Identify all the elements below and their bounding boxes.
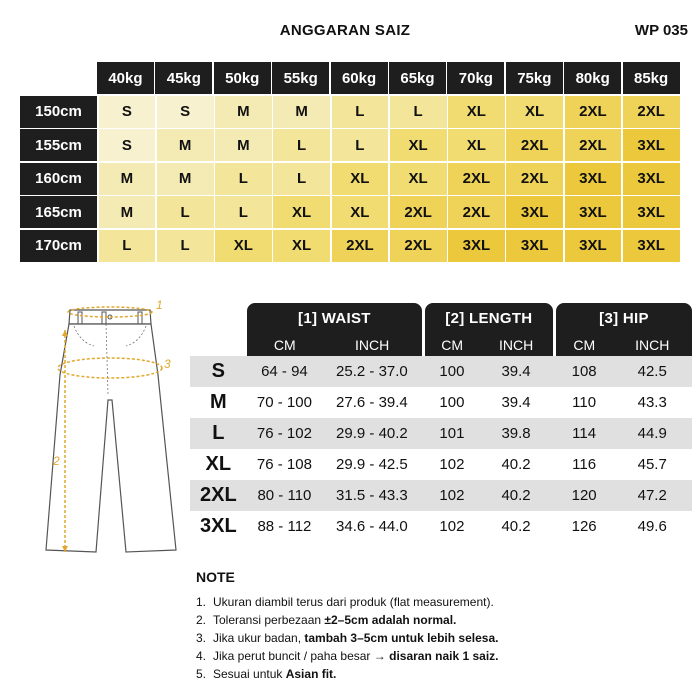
note-number: 2. bbox=[196, 613, 207, 627]
size-cell: XL bbox=[390, 129, 447, 161]
size-cell: XL bbox=[273, 196, 330, 228]
table-row bbox=[190, 387, 692, 418]
hip-in-cell: 43.3 bbox=[637, 394, 667, 411]
waist-cm-cell: 64 - 94 bbox=[261, 363, 308, 380]
notes-title: NOTE bbox=[196, 569, 235, 585]
table-row bbox=[190, 418, 692, 449]
size-cell: M bbox=[273, 96, 330, 128]
height-header: 155cm bbox=[20, 129, 97, 161]
size-cell: 2XL bbox=[332, 230, 389, 262]
sub-inch: INCH bbox=[479, 333, 553, 356]
size-cell: XL bbox=[390, 163, 447, 195]
grid-body bbox=[20, 96, 681, 262]
size-cell: L bbox=[273, 163, 330, 195]
waist-in-cell: 29.9 - 40.2 bbox=[336, 425, 408, 442]
size-cell: M bbox=[99, 163, 156, 195]
note-text-plain: Ukuran diambil terus dari produk (flat measurement). bbox=[213, 595, 494, 609]
size-cell: L bbox=[273, 129, 330, 161]
height-header: 150cm bbox=[20, 96, 97, 128]
table-row bbox=[190, 511, 692, 542]
size-cell: L bbox=[390, 96, 447, 128]
size-cell: 2XL bbox=[448, 163, 505, 195]
size-label: M bbox=[209, 391, 227, 413]
size-cell: 2XL bbox=[390, 230, 447, 262]
size-cell: L bbox=[332, 129, 389, 161]
product-code: WP 035 bbox=[634, 22, 688, 39]
waist-cm-cell: 80 - 110 bbox=[257, 487, 312, 504]
size-label: S bbox=[211, 360, 225, 382]
size-cell: S bbox=[99, 129, 156, 161]
size-cell: M bbox=[215, 96, 272, 128]
size-cell: XL bbox=[448, 129, 505, 161]
measurement-table bbox=[190, 303, 692, 542]
length-in-cell: 39.4 bbox=[501, 394, 531, 411]
label-3: 3 bbox=[164, 357, 171, 371]
size-cell: M bbox=[215, 129, 272, 161]
height-header: 170cm bbox=[20, 230, 97, 262]
measurement-group-header bbox=[247, 303, 692, 333]
size-cell: 2XL bbox=[565, 129, 622, 161]
weight-header: 65kg bbox=[389, 62, 446, 94]
note-item bbox=[196, 629, 676, 647]
hip-in-cell: 44.9 bbox=[637, 425, 667, 442]
measurement-subheader bbox=[247, 333, 692, 356]
jeans-illustration bbox=[18, 300, 178, 570]
size-cell: 2XL bbox=[506, 129, 563, 161]
note-text-bold: disaran naik 1 saiz. bbox=[389, 649, 499, 663]
note-number: 5. bbox=[196, 667, 207, 681]
weight-header: 70kg bbox=[447, 62, 504, 94]
note-item bbox=[196, 593, 676, 611]
waist-in-cell: 29.9 - 42.5 bbox=[336, 456, 408, 473]
note-text-plain: Toleransi perbezaan bbox=[213, 613, 325, 627]
length-in-cell: 40.2 bbox=[501, 487, 531, 504]
size-cell: XL bbox=[273, 230, 330, 262]
size-cell: 2XL bbox=[448, 196, 505, 228]
size-label: 2XL bbox=[199, 484, 237, 506]
sub-inch: INCH bbox=[613, 333, 692, 356]
waist-header: [1] WAIST bbox=[247, 303, 422, 333]
note-number: 4. bbox=[196, 649, 207, 663]
hip-in-cell: 42.5 bbox=[637, 363, 667, 380]
note-text-plain: Sesuai untuk bbox=[213, 667, 286, 681]
note-text-plain: Jika perut buncit / paha besar → bbox=[213, 649, 390, 663]
size-cell: M bbox=[157, 163, 214, 195]
size-cell: 3XL bbox=[565, 163, 622, 195]
waist-in-cell: 25.2 - 37.0 bbox=[336, 363, 408, 380]
size-cell: 3XL bbox=[623, 196, 680, 228]
note-text-bold: ±2–5cm adalah normal. bbox=[324, 613, 457, 627]
grid-row bbox=[20, 230, 681, 262]
note-item bbox=[196, 611, 676, 629]
grid-corner bbox=[20, 62, 97, 94]
size-cell: L bbox=[215, 163, 272, 195]
sub-cm: CM bbox=[425, 333, 480, 356]
weight-header: 60kg bbox=[331, 62, 388, 94]
label-2: 2 bbox=[53, 454, 60, 468]
waist-cm-cell: 76 - 108 bbox=[256, 456, 312, 473]
size-cell: XL bbox=[332, 163, 389, 195]
length-cm-cell: 102 bbox=[439, 518, 465, 535]
weight-header: 85kg bbox=[623, 62, 680, 94]
size-cell: 3XL bbox=[623, 163, 680, 195]
weight-header: 75kg bbox=[506, 62, 563, 94]
weight-header: 80kg bbox=[564, 62, 621, 94]
size-cell: 3XL bbox=[565, 196, 622, 228]
weight-header: 55kg bbox=[272, 62, 329, 94]
hip-cm-cell: 114 bbox=[572, 425, 597, 442]
hip-cm-cell: 110 bbox=[572, 394, 597, 411]
size-cell: XL bbox=[215, 230, 272, 262]
note-item bbox=[196, 647, 676, 665]
note-number: 3. bbox=[196, 631, 207, 645]
size-cell: S bbox=[157, 96, 214, 128]
weight-header: 40kg bbox=[97, 62, 154, 94]
length-in-cell: 39.8 bbox=[501, 425, 531, 442]
length-cm-cell: 100 bbox=[439, 394, 465, 411]
waist-in-cell: 34.6 - 44.0 bbox=[336, 518, 408, 535]
page-title: ANGGARAN SAIZ bbox=[279, 22, 411, 39]
grid-row bbox=[20, 196, 681, 228]
grid-row bbox=[20, 129, 681, 161]
length-in-cell: 40.2 bbox=[501, 518, 531, 535]
size-cell: 2XL bbox=[506, 163, 563, 195]
note-text bbox=[213, 629, 498, 647]
height-header: 160cm bbox=[20, 163, 97, 195]
height-header: 165cm bbox=[20, 196, 97, 228]
waist-in-cell: 27.6 - 39.4 bbox=[336, 394, 408, 411]
hip-in-cell: 49.6 bbox=[637, 518, 667, 535]
note-text-bold: Asian fit. bbox=[285, 667, 337, 681]
size-label: XL bbox=[205, 453, 232, 475]
note-text bbox=[213, 647, 499, 665]
waist-in-cell: 31.5 - 43.3 bbox=[336, 487, 408, 504]
grid-header-row bbox=[20, 62, 681, 94]
size-cell: XL bbox=[506, 96, 563, 128]
note-item bbox=[196, 665, 676, 683]
size-label: L bbox=[212, 422, 225, 444]
notes-list bbox=[196, 593, 676, 683]
note-text bbox=[213, 665, 336, 683]
hip-cm-cell: 126 bbox=[571, 518, 597, 535]
waist-cm-cell: 88 - 112 bbox=[257, 518, 312, 535]
length-header: [2] LENGTH bbox=[425, 303, 553, 333]
hip-cm-cell: 108 bbox=[571, 363, 597, 380]
hip-in-cell: 47.2 bbox=[637, 487, 667, 504]
table-row bbox=[190, 356, 692, 387]
size-cell: L bbox=[157, 196, 214, 228]
length-cm-cell: 102 bbox=[439, 456, 465, 473]
length-cm-cell: 102 bbox=[439, 487, 465, 504]
measurement-body bbox=[190, 356, 692, 542]
table-row bbox=[190, 449, 692, 480]
weight-header: 50kg bbox=[214, 62, 271, 94]
size-cell: 2XL bbox=[623, 96, 680, 128]
size-cell: XL bbox=[332, 196, 389, 228]
sub-cm: CM bbox=[247, 333, 322, 356]
hip-in-cell: 45.7 bbox=[637, 456, 667, 473]
note-text-bold: tambah 3–5cm untuk lebih selesa. bbox=[304, 631, 499, 645]
waist-cm-cell: 70 - 100 bbox=[256, 394, 312, 411]
sub-cm: CM bbox=[556, 333, 613, 356]
table-row bbox=[190, 480, 692, 511]
grid-row bbox=[20, 96, 681, 128]
note-number: 1. bbox=[196, 595, 207, 609]
waist-cm-cell: 76 - 102 bbox=[256, 425, 312, 442]
size-label: 3XL bbox=[199, 515, 237, 537]
weight-header: 45kg bbox=[155, 62, 212, 94]
hip-cm-cell: 116 bbox=[572, 456, 597, 473]
size-cell: 3XL bbox=[623, 230, 680, 262]
label-1: 1 bbox=[156, 300, 163, 312]
hip-cm-cell: 120 bbox=[571, 487, 597, 504]
size-cell: XL bbox=[448, 96, 505, 128]
notes-section bbox=[196, 569, 676, 683]
size-cell: 3XL bbox=[506, 196, 563, 228]
length-cm-cell: 101 bbox=[439, 425, 465, 442]
note-text bbox=[213, 593, 494, 611]
sub-inch: INCH bbox=[322, 333, 421, 356]
size-cell: 3XL bbox=[448, 230, 505, 262]
size-cell: L bbox=[99, 230, 156, 262]
size-cell: 3XL bbox=[506, 230, 563, 262]
grid-row bbox=[20, 163, 681, 195]
length-cm-cell: 100 bbox=[439, 363, 465, 380]
length-in-cell: 39.4 bbox=[501, 363, 531, 380]
jeans-diagram bbox=[18, 300, 178, 570]
size-cell: 3XL bbox=[623, 129, 680, 161]
size-cell: L bbox=[332, 96, 389, 128]
size-cell: M bbox=[157, 129, 214, 161]
size-cell: L bbox=[215, 196, 272, 228]
size-cell: S bbox=[99, 96, 156, 128]
size-cell: 2XL bbox=[390, 196, 447, 228]
size-estimate-grid bbox=[20, 62, 681, 263]
hip-header: [3] HIP bbox=[556, 303, 692, 333]
size-cell: 2XL bbox=[565, 96, 622, 128]
size-cell: L bbox=[157, 230, 214, 262]
length-in-cell: 40.2 bbox=[501, 456, 531, 473]
size-cell: M bbox=[99, 196, 156, 228]
note-text-plain: Jika ukur badan, bbox=[213, 631, 305, 645]
note-text bbox=[213, 611, 456, 629]
size-cell: 3XL bbox=[565, 230, 622, 262]
